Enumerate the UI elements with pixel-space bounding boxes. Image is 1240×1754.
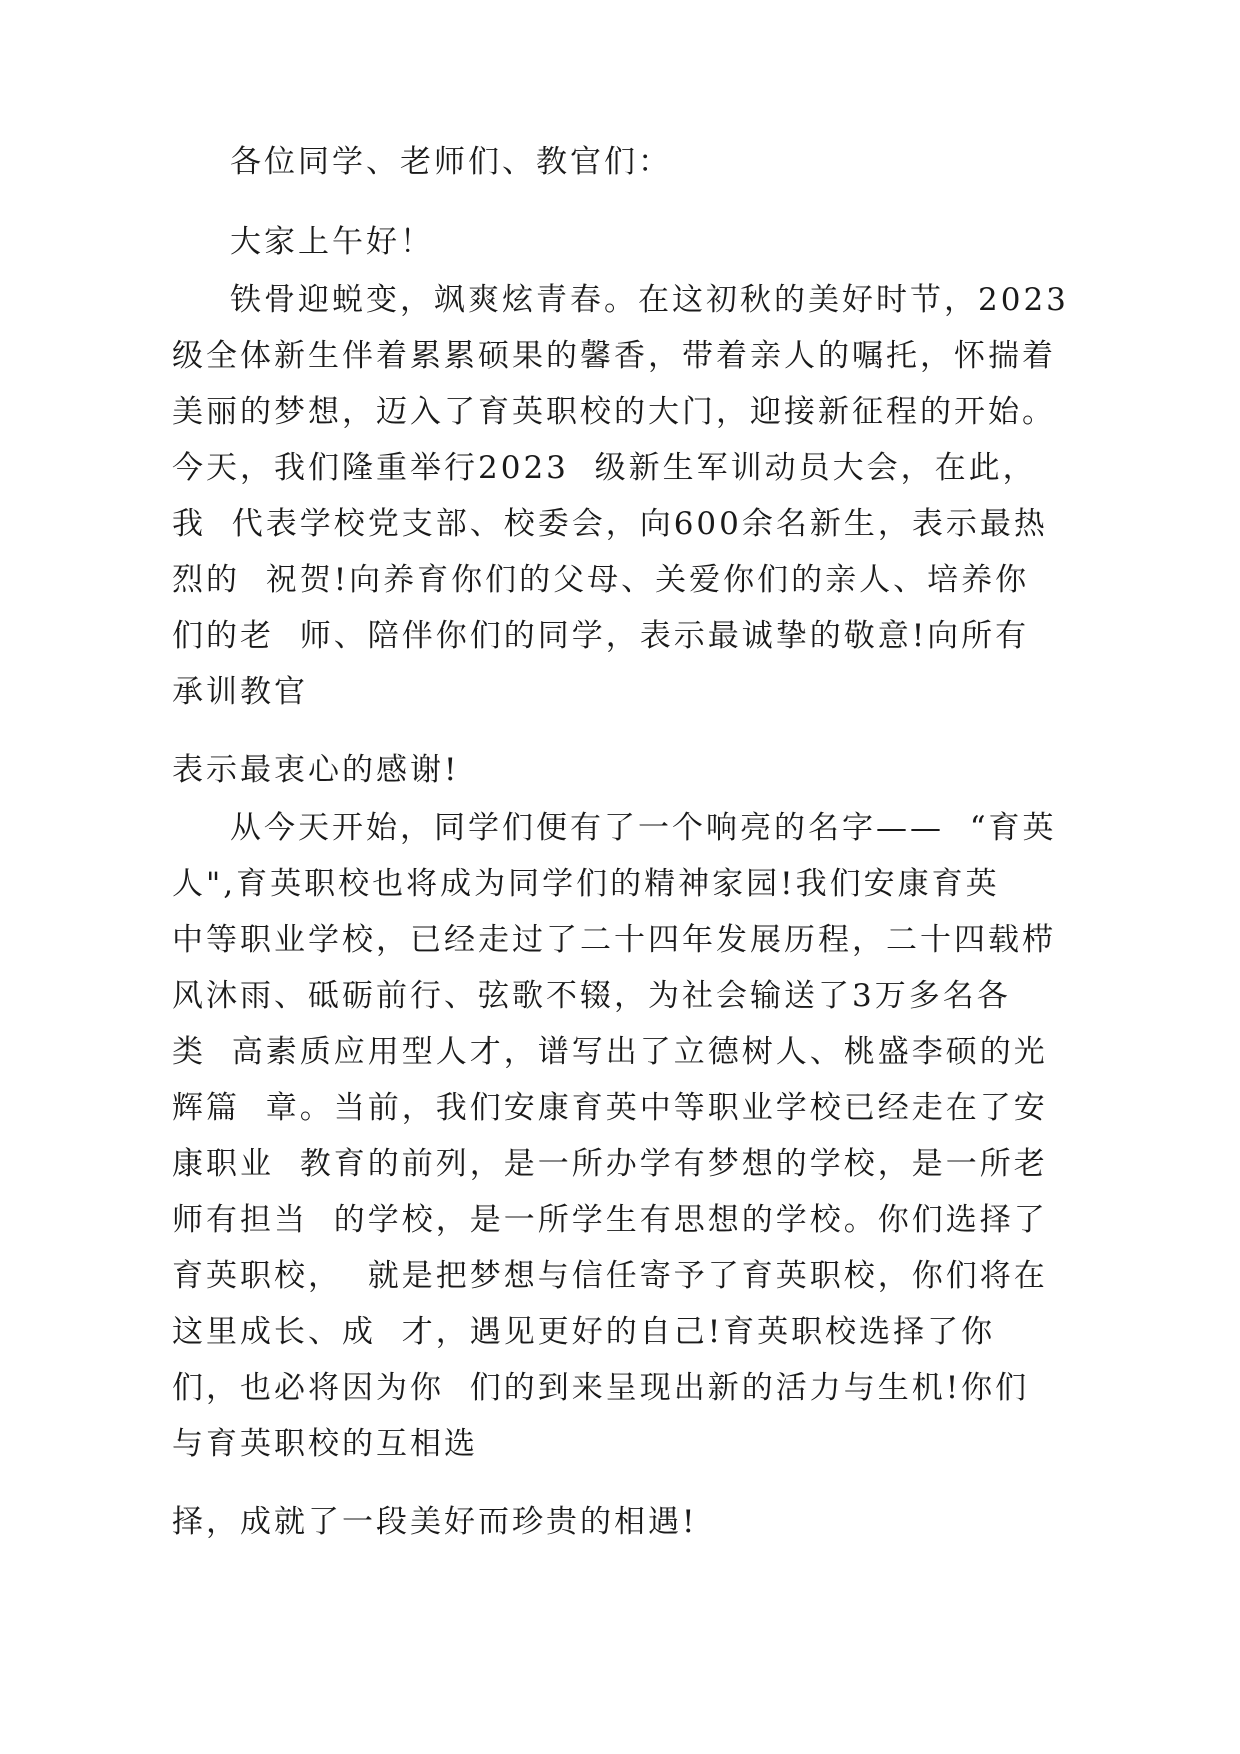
paragraph-2-line-4: 风沐雨、砥砺前行、弦歌不辍，为社会输送了3万多名各: [172, 978, 1011, 1014]
paragraph-1-line-2: 级全体新生伴着累累硕果的馨香，带着亲人的嘱托，怀揣着: [172, 338, 1056, 374]
salutation: 各位同学、老师们、教官们：: [230, 144, 672, 180]
paragraph-2-line-7: 康职业 教育的前列，是一所办学有梦想的学校，是一所老: [172, 1146, 1048, 1182]
paragraph-1-line-9: 表示最衷心的感谢!: [172, 752, 460, 788]
paragraph-2-line-10: 这里成长、成 才，遇见更好的自己!育英职校选择了你: [172, 1314, 996, 1350]
paragraph-1-line-1: 铁骨迎蜕变，飒爽炫青春。在这初秋的美好时节，2023: [230, 282, 1069, 318]
paragraph-1-line-5: 我 代表学校党支部、校委会，向600余名新生，表示最热: [172, 506, 1048, 542]
paragraph-2-line-2: 人",育英职校也将成为同学们的精神家园!我们安康育英: [172, 866, 1000, 902]
paragraph-2-line-3: 中等职业学校，已经走过了二十四年发展历程，二十四载栉: [172, 922, 1056, 958]
paragraph-2-line-12: 与育英职校的互相选: [172, 1426, 478, 1462]
paragraph-2-line-9: 育英职校， 就是把梦想与信任寄予了育英职校，你们将在: [172, 1258, 1048, 1294]
paragraph-1-line-6: 烈的 祝贺!向养育你们的父母、关爱你们的亲人、培养你: [172, 562, 1030, 598]
paragraph-1-line-3: 美丽的梦想，迈入了育英职校的大门，迎接新征程的开始。: [172, 394, 1056, 430]
paragraph-2-line-11: 们，也必将因为你 们的到来呈现出新的活力与生机!你们: [172, 1370, 1030, 1406]
paragraph-2-line-1: 从今天开始，同学们便有了一个响亮的名字—— “育英: [230, 810, 1057, 846]
paragraph-2-line-8: 师有担当 的学校，是一所学生有思想的学校。你们选择了: [172, 1202, 1048, 1238]
paragraph-1-line-7: 们的老 师、陪伴你们的同学，表示最诚挚的敬意!向所有: [172, 618, 1030, 654]
paragraph-2-line-5: 类 高素质应用型人才，谱写出了立德树人、桃盛李硕的光: [172, 1034, 1048, 1070]
paragraph-1-line-8: 承训教官: [172, 674, 308, 710]
paragraph-2-line-13: 择，成就了一段美好而珍贵的相遇!: [172, 1504, 698, 1540]
paragraph-1-line-4: 今天，我们隆重举行2023 级新生军训动员大会，在此，: [172, 450, 1037, 486]
paragraph-2-line-6: 辉篇 章。当前，我们安康育英中等职业学校已经走在了安: [172, 1090, 1048, 1126]
greeting: 大家上午好！: [230, 224, 434, 260]
